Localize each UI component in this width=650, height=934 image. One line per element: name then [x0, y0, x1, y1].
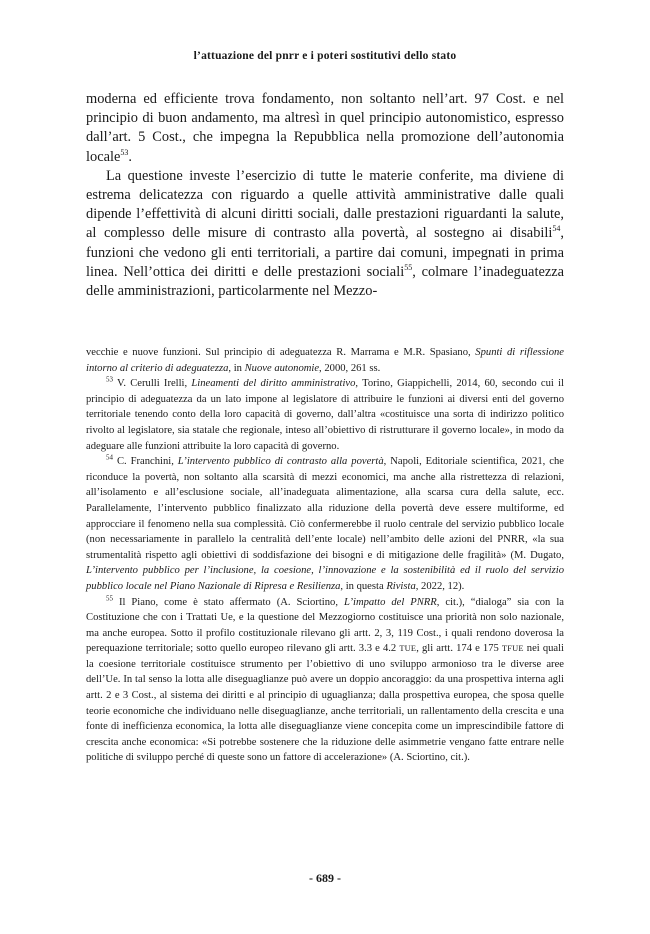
footnote-ref[interactable]: 55: [404, 263, 413, 273]
footnote-53: $^{53}$ V. Cerulli Irelli, Lineamenti del diritto amministrativo, Torino, Giappichelli, 2014, 60, secondo cui il principio di adeguatezza da un lato impone al legislatore di attribuire le funzioni ai diversi enti del governo territoriale tenendo conto della loro capacità di governo, dall’altra «costituisce una sorta di indirizzo politico rivolto al legislatore, sia statale che regionale, inteso all’obiettivo di ristrutturare il governo locale», in modo da adeguare alle funzioni attribuite la loro capacità di governo.: [86, 375, 565, 452]
footnote-54: $^{54}$ C. Franchini, L’intervento pubblico di contrasto alla povertà, Napoli, Editoriale scientifica, 2021, che riconduce la povertà, non soltanto alla scarsità di mezzi economici, ma anche alla ristrettezza di relazioni, all’isolamento e all’esclusione sociale, all’inadeguata alimentazione, alla scarsa cura della salute, ecc. Parallelamente, l’intervento pubblico finalizzato alla riduzione della povertà deve essere multiforme, ed approcciare il fenomeno nella sua complessità. Ciò confermerebbe il ruolo centrale del servizio pubblico locale (non necessariamente in parallelo la centralità dell’ente locale) nell’ambito delle azioni del PNRR, «la sua strumentalità rispetto agli obiettivi di soddisfazione dei bisogni e di mitigazione delle fragilità» (M. Dugato, L’intervento pubblico per l’inclusione, la coesione, l’innovazione e la sostenibilità ed il ruolo del servizio pubblico locale nel Piano Nazionale di Ripresa e Resilienza, in questa Rivista, 2022, 12).: [86, 453, 564, 592]
paragraph: moderna ed efficiente trova fondamento, non soltanto nell’art. 97 Cost. e nel principio di buon andamento, ma altresì in quel principio autonomistico, espresso dall’art. 5 Cost., che impegna la Repubblica nella promozione dell’autonomia locale$^{53}$.: [86, 91, 564, 165]
footnote-number: 54: [106, 453, 113, 462]
footnote-number: 55: [106, 593, 113, 602]
running-header: l’attuazione del pnrr e i poteri sostitutivi dello stato: [193, 50, 457, 62]
footnote-55: $^{55}$ Il Piano, come è stato affermato (A. Sciortino, L’impatto del PNRR, cit.), “dialoga” sia con la Costituzione che con i Trattati Ue, e la questione del Mezzogiorno costituisce una priorità non solo nazionale, ma anche europea. Sotto il profilo costituzionale rilevano gli artt. 2, 3, 119 Cost., i quali rendono doverosa la perequazione territoriale; sotto quello europeo rilevano gli artt. 3.3 e 4.2 TUE, gli artt. 174 e 175 TFUE nei quali la coesione territoriale costituisce strumento per l’obiettivo di uno sviluppo armonioso tra le diverse aree dell’Ue. In tal senso la lotta alle diseguaglianze può avere un doppio ancoraggio: da una prospettiva interna agli artt. 2 e 3 Cost., al sistema dei diritti e al principio di uguaglianza; dalla prospettiva europea, che sposa quelle teorie economiche che individuano nelle diseguaglianze, anche territoriali, un rallentamento della crescita e una fonte di inefficienza economica, la lotta alle diseguaglianze viene concepita come un imprescindibile fattore di crescita anche economica: «Si potrebbe sostenere che la riduzione delle asimmetrie vengano fatte entrare nelle politiche di sviluppo perché di queste sono un fattore di accelerazione» (A. Sciortino, cit.).: [86, 593, 565, 764]
footnote-number: 53: [106, 375, 113, 384]
main-text: [86, 90, 564, 301]
page-number: - 689 -: [309, 871, 341, 885]
footnote-continuation: vecchie e nuove funzioni. Sul principio di adeguatezza R. Marrama e M.R. Spasiano, Spunti di riflessione intorno al criterio di adeguatezza, in Nuove autonomie, 2000, 261 ss.: [86, 347, 564, 374]
footnote-ref[interactable]: 53: [120, 147, 129, 157]
footnote-ref[interactable]: 54: [552, 224, 561, 234]
footnotes: [86, 345, 564, 766]
paragraph: La questione investe l’esercizio di tutte le materie conferite, ma diviene di estrema delicatezza con riguardo a quelle attività amministrative dalle quali dipende l’effettività di alcuni diritti sociali, dalle prestazioni riguardanti la salute, al complesso delle misure di contrasto alla povertà, al sostegno ai disabili$^{54}$, funzioni che vedono gli enti territoriali, a partire dai comuni, impegnati in prima linea. Nell’ottica dei diritti e delle prestazioni sociali$^{55}$, colmare l’inadeguatezza delle amministrazioni, particolarmente nel Mezzo-: [86, 167, 564, 300]
